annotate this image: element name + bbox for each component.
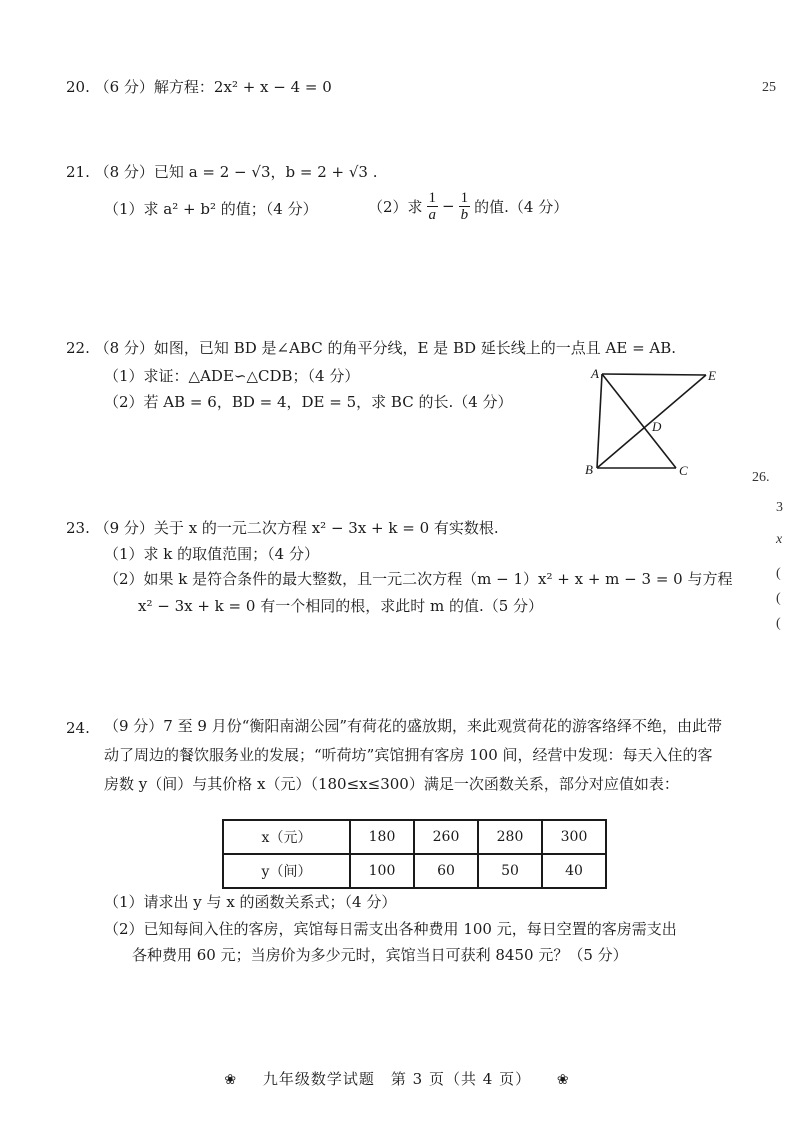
q21-p2-suffix: 的值.（4 分） [474,197,569,216]
frac2-den: b [460,206,469,223]
page-number-top: 25 [762,80,776,95]
question-23-part-2-line-2: x² − 3x + k = 0 有一个相同的根，求此时 m 的值.（5 分） [138,597,544,615]
question-24-part-2-line-1: （2）已知每间入住的客房，宾馆每日需支出各种费用 100 元，每日空置的客房需支出 [104,920,677,938]
segment-ae [602,374,706,375]
table-cell: 40 [542,854,606,888]
question-23-part-2-line-1: （2）如果 k 是符合条件的最大整数，且一元二次方程（m − 1）x² + x + m − 3 = 0 与方程 [104,570,733,588]
adjacent-page-fragment: x [776,532,783,547]
question-20: 20. （6 分）解方程：2x² + x − 4 = 0 [66,78,332,96]
table-cell: 50 [478,854,542,888]
question-24-intro: （9 分）7 至 9 月份“衡阳南湖公园”有荷花的盛放期，来此观赏荷花的游客络绎不绝，由此带动了周边的餐饮服务业的发展；“听荷坊”宾馆拥有客房 100 间，经营中发现：每天入住的客房数 y（间）与其价格 x（元）（180≤x≤300）满足一次函数关系，部分对应值如表： [104,717,723,793]
flower-ornament-icon: ❀ [556,1072,570,1088]
fraction-1-over-a [427,190,439,223]
question-24-part-2-line-2: 各种费用 60 元；当房价为多少元时，宾馆当日可获利 8450 元？（5 分） [132,946,628,964]
footer-text: 九年级数学试题 第 3 页（共 4 页） [262,1070,532,1088]
value-table [222,819,607,889]
point-label-b: B [585,462,593,477]
frac1-den: a [428,206,437,223]
page-footer [0,1068,794,1089]
adjacent-page-fragment: ( [776,591,781,606]
minus-sign: − [442,197,455,215]
table-cell: 260 [414,820,478,854]
point-label-c: C [679,463,688,478]
table-cell: 280 [478,820,542,854]
question-21-part-1: （1）求 a² + b² 的值；（4 分） [104,200,318,218]
question-22: 22. （8 分）如图，已知 BD 是∠ABC 的角平分线，E 是 BD 延长线上的一点且 AE = AB. [66,339,677,357]
table-cell: 180 [350,820,414,854]
flower-ornament-icon: ❀ [224,1072,238,1088]
table-row-x [223,820,606,854]
point-label-d: D [652,419,662,434]
question-24-part-1: （1）请求出 y 与 x 的函数关系式；（4 分） [104,893,397,911]
table-cell: x（元） [223,820,350,854]
table-cell: 300 [542,820,606,854]
q21-p2-prefix: （2）求 [368,197,423,216]
frac1-num: 1 [428,189,437,206]
point-label-a: A [591,366,599,381]
point-label-e: E [708,368,716,383]
question-22-part-1: （1）求证：△ADE∽△CDB；（4 分） [104,367,360,385]
question-23-part-1: （1）求 k 的取值范围；（4 分） [104,545,319,563]
fraction-1-over-b [459,190,471,223]
table-cell: 60 [414,854,478,888]
table-row-y [223,854,606,888]
question-22-part-2: （2）若 AB = 6，BD = 4，DE = 5，求 BC 的长.（4 分） [104,393,513,411]
adjacent-page-fragment: ( [776,566,781,581]
adjacent-page-fragment: ( [776,616,781,631]
frac2-num: 1 [460,189,469,206]
adjacent-page-label: 26. [752,470,770,485]
table-cell: 100 [350,854,414,888]
question-21: 21. （8 分）已知 a = 2 − √3，b = 2 + √3 . [66,163,378,181]
question-24-number: 24. [66,719,90,737]
table-cell: y（间） [223,854,350,888]
segment-ab [597,374,602,468]
question-21-part-2 [368,186,568,226]
question-23: 23. （9 分）关于 x 的一元二次方程 x² − 3x + k = 0 有实数根. [66,519,499,537]
adjacent-page-fragment: 3 [776,500,783,515]
